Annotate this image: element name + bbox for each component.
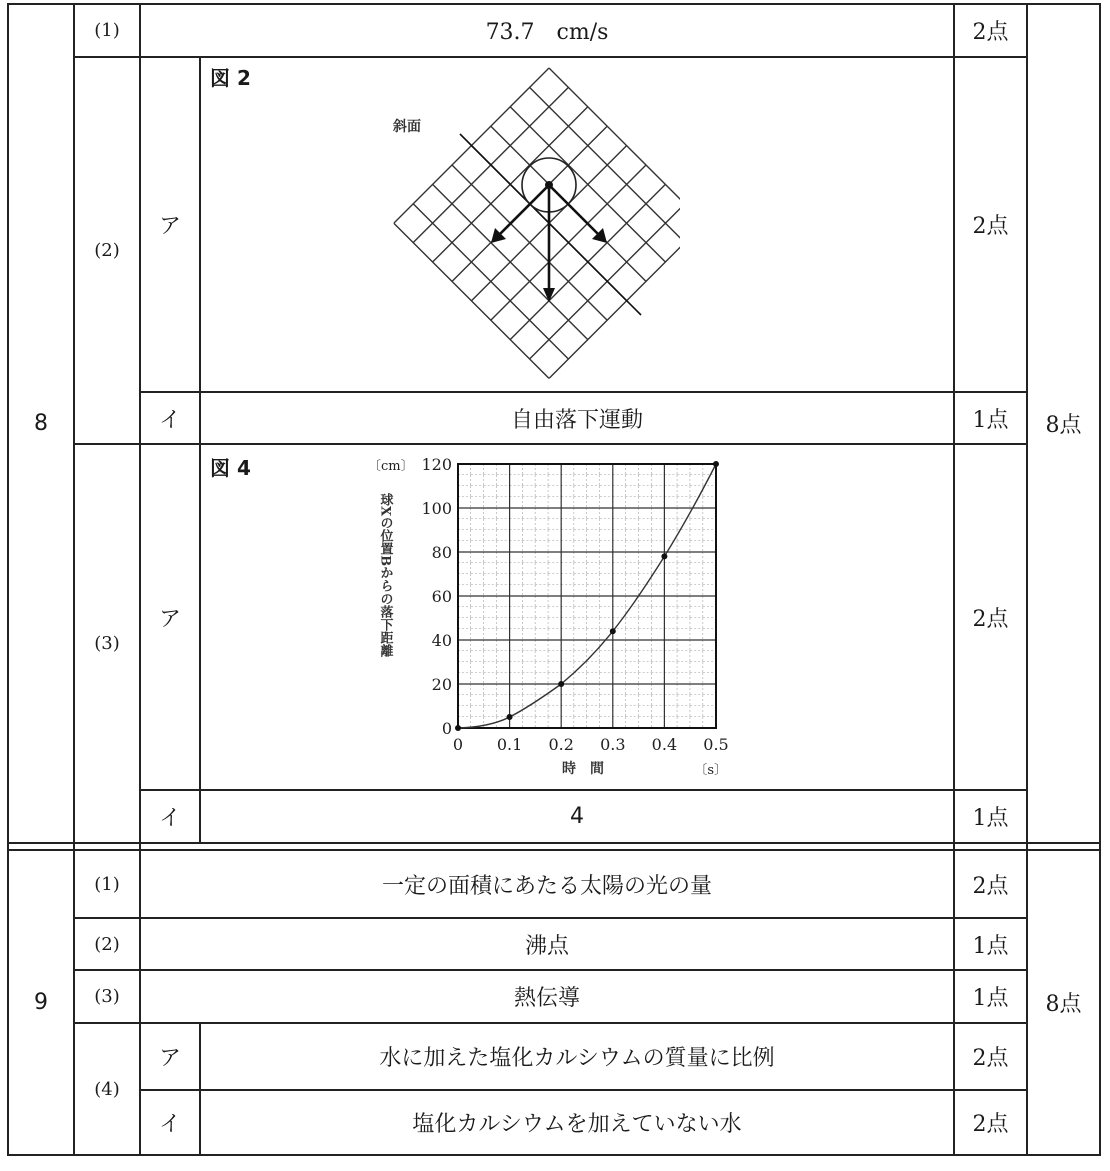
question-id: (1) <box>94 20 120 41</box>
table-right-border <box>1099 3 1101 1156</box>
section-number: 9 <box>34 990 48 1015</box>
x-axis-label: 時 間 <box>562 761 604 777</box>
points: 1点 <box>972 986 1009 1011</box>
svg-text:0.4: 0.4 <box>651 735 678 754</box>
col-divider-part-s8-2 <box>199 56 201 844</box>
question-id: (3) <box>94 633 120 654</box>
section-number: 8 <box>34 411 48 436</box>
points: 2点 <box>972 214 1009 239</box>
answer-text: 自由落下運動 <box>510 407 643 433</box>
question-id: (4) <box>94 1078 120 1100</box>
part-label: イ <box>158 806 181 831</box>
points: 1点 <box>972 933 1009 959</box>
figure-2-diagram <box>380 60 680 390</box>
answer-text: 73.7 cm/s <box>485 20 609 45</box>
answer-text: 水に加えた塩化カルシウムの質量に比例 <box>379 1046 775 1071</box>
answer-text: 沸点 <box>524 933 569 959</box>
table-bottom-border <box>7 1154 1101 1156</box>
x-tick-labels <box>453 735 729 754</box>
y-tick-labels <box>421 455 452 738</box>
svg-text:0.1: 0.1 <box>496 735 523 754</box>
figure-label: 図 2 <box>210 66 251 90</box>
figure-4-chart <box>360 450 740 790</box>
svg-text:40: 40 <box>431 631 452 650</box>
x-unit: 〔s〕 <box>694 763 727 778</box>
y-axis-label: 球Xの位置Bからの落下距離 <box>377 493 393 658</box>
points: 1点 <box>972 806 1009 831</box>
points: 2点 <box>972 20 1009 45</box>
answer-text: 熱伝導 <box>513 986 580 1011</box>
part-label: ア <box>158 1046 181 1071</box>
answer-text: 一定の面積にあたる太陽の光の量 <box>381 873 712 899</box>
part-label: ア <box>158 214 181 239</box>
points: 2点 <box>972 606 1009 632</box>
svg-text:80: 80 <box>431 543 452 562</box>
answer-text: 4 <box>570 804 584 829</box>
points: 1点 <box>972 407 1009 433</box>
svg-text:20: 20 <box>431 675 452 694</box>
diamond-grid <box>394 68 680 378</box>
question-id: (1) <box>94 873 120 895</box>
svg-text:0: 0 <box>452 735 464 754</box>
force-arrows <box>491 185 607 302</box>
svg-text:60: 60 <box>431 587 452 606</box>
slope-line <box>460 134 641 315</box>
row-line <box>73 56 1028 58</box>
answer-text: 塩化カルシウムを加えていない水 <box>412 1112 742 1137</box>
svg-text:0: 0 <box>441 719 452 738</box>
part-label: ア <box>158 606 181 632</box>
svg-text:0.3: 0.3 <box>600 735 626 754</box>
section-divider-top <box>7 842 1101 844</box>
svg-text:0.5: 0.5 <box>703 735 729 754</box>
points: 2点 <box>972 1112 1009 1137</box>
row-line <box>73 443 1028 445</box>
section-total-points: 8点 <box>1045 413 1082 438</box>
svg-text:0.2: 0.2 <box>548 735 574 754</box>
svg-text:100: 100 <box>421 499 452 518</box>
question-id: (2) <box>94 240 120 261</box>
points: 2点 <box>972 1046 1009 1071</box>
part-label: イ <box>158 407 181 433</box>
figure-label: 図 4 <box>210 456 251 480</box>
question-id: (2) <box>94 933 120 955</box>
points: 2点 <box>972 873 1009 899</box>
y-unit: 〔cm〕 <box>368 459 414 474</box>
slope-label: 斜面 <box>393 119 421 135</box>
part-label: イ <box>158 1112 181 1137</box>
question-id: (3) <box>94 986 120 1007</box>
section-total-points: 8点 <box>1045 992 1082 1017</box>
svg-text:120: 120 <box>421 455 452 474</box>
